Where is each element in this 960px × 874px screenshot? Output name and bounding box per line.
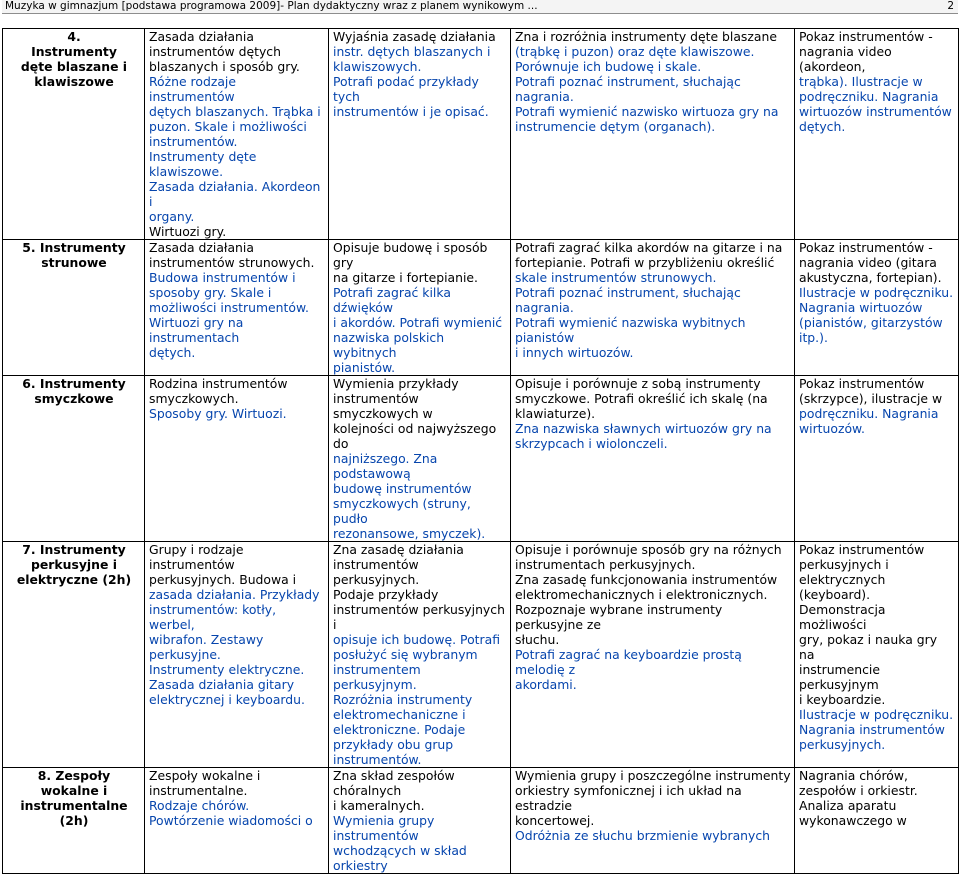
cell-text-line: instrumentów strunowych.: [149, 255, 315, 270]
content-cell: [145, 542, 329, 768]
topic-line: wokalne i: [40, 783, 108, 798]
extended-requirements-cell: [511, 542, 795, 768]
topic-line: klawiszowe: [34, 74, 114, 89]
teaching-aids-cell: [795, 240, 959, 376]
cell-text-line: Podaje przykłady: [333, 587, 439, 602]
teaching-aids-cell: [795, 29, 959, 240]
content-cell: [145, 240, 329, 376]
cell-text-line: Rozróżnia instrumenty: [333, 692, 473, 707]
document-title: Muzyka w gimnazjum [podstawa programowa 2009]- Plan dydaktyczny wraz z planem wynikowym ...: [5, 0, 538, 12]
cell-text-line: elektrycznych (keyboard).: [799, 572, 886, 602]
cell-text-line: najniższego. Zna podstawową: [333, 451, 438, 481]
cell-text-line: możliwości instrumentów.: [149, 300, 309, 315]
cell-text-line: instrumentów dętych: [149, 44, 281, 59]
topic-line: smyczkowe: [34, 391, 114, 406]
cell-text-line: instrumentów perkusyjnych i: [333, 602, 505, 632]
cell-text-line: Ilustracje w podręczniku.: [799, 285, 954, 300]
cell-text-line: instrumencie dętym (organach).: [515, 119, 716, 134]
cell-text-line: nagrania video (gitara: [799, 255, 937, 270]
cell-text-line: Porównuje ich budowę i skale.: [515, 59, 702, 74]
cell-text-line: Zna zasadę działania: [333, 542, 464, 557]
cell-text-line: i akordów. Potrafi wymienić: [333, 315, 503, 330]
basic-requirements-cell: [329, 542, 511, 768]
table-row: [3, 542, 959, 768]
cell-text-line: opisuje ich budowę. Potrafi: [333, 632, 501, 647]
teaching-aids-cell: [795, 768, 959, 874]
cell-text-line: pianistów.: [333, 360, 396, 375]
cell-text-line: Instrumenty elektryczne.: [149, 662, 305, 677]
topic-line: 4.: [67, 29, 81, 44]
topic-line: elektryczne (2h): [16, 572, 132, 587]
cell-text-line: elektromechanicznych i elektronicznych.: [515, 587, 768, 602]
cell-text-line: instrumentów perkusyjnych.: [333, 557, 420, 587]
cell-text-line: Opisuje budowę i sposób gry: [333, 240, 488, 270]
cell-text-line: trąbka). Ilustracje w: [799, 74, 923, 89]
cell-text-line: instrumentalne.: [149, 783, 248, 798]
cell-text-line: wibrafon. Zestawy: [149, 632, 264, 647]
cell-text-line: Różne rodzaje instrumentów: [149, 74, 236, 104]
basic-requirements-cell: [329, 29, 511, 240]
cell-text-line: wykonawczego w: [799, 813, 907, 828]
cell-text-line: Zna nazwiska sławnych wirtuozów gry na: [515, 421, 772, 436]
cell-text-line: Analiza aparatu: [799, 798, 897, 813]
cell-text-line: instrumentach perkusyjnych.: [515, 557, 696, 572]
cell-text-line: Wymienia przykłady: [333, 376, 459, 391]
teaching-aids-cell: [795, 542, 959, 768]
cell-text-line: Nagrania chórów,: [799, 768, 908, 783]
cell-text-line: Wirtuozi gry.: [149, 224, 227, 239]
cell-text-line: Potrafi podać przykłady tych: [333, 74, 479, 104]
content-cell: [145, 768, 329, 874]
cell-text-line: zespołów i orkiestr.: [799, 783, 918, 798]
cell-text-line: koncertowej.: [515, 813, 595, 828]
cell-text-line: gry, pokaz i nauka gry na: [799, 632, 938, 662]
cell-text-line: instrumentów.: [333, 752, 422, 767]
cell-text-line: orkiestry symfonicznej i ich układ na estradzie: [515, 783, 742, 813]
cell-text-line: perkusyjne.: [149, 647, 221, 662]
cell-text-line: perkusyjnych.: [799, 737, 886, 752]
cell-text-line: klawiaturze).: [515, 406, 596, 421]
cell-text-line: Zasada działania: [149, 29, 254, 44]
cell-text-line: Instrumenty dęte klawiszowe.: [149, 149, 257, 179]
cell-text-line: Rozpoznaje wybrane instrumenty perkusyjne ze: [515, 602, 723, 632]
cell-text-line: Nagrania instrumentów: [799, 722, 945, 737]
cell-text-line: Zna i rozróżnia instrumenty dęte blaszane: [515, 29, 777, 44]
cell-text-line: wirtuozów.: [799, 421, 865, 436]
cell-text-line: dętych.: [149, 345, 196, 360]
cell-text-line: Rodzaje chórów.: [149, 798, 250, 813]
cell-text-line: Pokaz instrumentów -: [799, 240, 933, 255]
cell-text-line: nazwiska polskich wybitnych: [333, 330, 445, 360]
content-cell: [145, 29, 329, 240]
cell-text-line: Sposoby gry. Wirtuozi.: [149, 406, 287, 421]
cell-text-line: Rodzina instrumentów: [149, 376, 288, 391]
cell-text-line: Potrafi zagrać kilka akordów na gitarze i na: [515, 240, 783, 255]
cell-text-line: Odróżnia ze słuchu brzmienie wybranych: [515, 828, 771, 843]
cell-text-line: wirtuozów instrumentów: [799, 104, 952, 119]
topic-cell: [3, 29, 145, 240]
cell-text-line: kolejności od najwyższego do: [333, 421, 497, 451]
cell-text-line: Powtórzenie wiadomości o: [149, 813, 313, 828]
extended-requirements-cell: [511, 240, 795, 376]
topic-line: 7. Instrumenty: [22, 542, 126, 557]
cell-text-line: sposoby gry. Skale i: [149, 285, 272, 300]
cell-text-line: organy.: [149, 209, 195, 224]
cell-text-line: instrumentów smyczkowych w: [333, 391, 433, 421]
cell-text-line: Ilustracje w podręczniku.: [799, 707, 954, 722]
cell-text-line: i kameralnych.: [333, 798, 425, 813]
table-row: [3, 29, 959, 240]
cell-text-line: Zasada działania. Akordeon i: [149, 179, 321, 209]
cell-text-line: Pokaz instrumentów: [799, 376, 925, 391]
cell-text-line: skrzypcach i wiolonczeli.: [515, 436, 668, 451]
cell-text-line: dętych.: [799, 119, 846, 134]
cell-text-line: Zna skład zespołów chóralnych: [333, 768, 455, 798]
cell-text-line: (skrzypce), ilustracje w: [799, 391, 943, 406]
cell-text-line: Wirtuozi gry na instrumentach: [149, 315, 244, 345]
cell-text-line: nagrania video (akordeon,: [799, 44, 892, 74]
cell-text-line: zasada działania. Przykłady: [149, 587, 320, 602]
cell-text-line: dętych blaszanych. Trąbka i: [149, 104, 321, 119]
topic-line: dęte blaszane i: [20, 59, 128, 74]
page-number: 2: [947, 0, 954, 12]
cell-text-line: Zespoły wokalne i: [149, 768, 261, 783]
topic-line: 6. Instrumenty: [22, 376, 126, 391]
cell-text-line: przykłady obu grup: [333, 737, 454, 752]
topic-line: 8. Zespoły: [37, 768, 111, 783]
cell-text-line: smyczkowe. Potrafi określić ich skalę (na: [515, 391, 768, 406]
cell-text-line: Opisuje i porównuje z sobą instrumenty: [515, 376, 761, 391]
cell-text-line: Potrafi wymienić nazwiska wybitnych pianistów: [515, 315, 746, 345]
cell-text-line: Potrafi poznać instrument, słuchając nagrania.: [515, 285, 741, 315]
topic-cell: [3, 542, 145, 768]
cell-text-line: Wyjaśnia zasadę działania: [333, 29, 496, 44]
cell-text-line: Pokaz instrumentów -: [799, 29, 933, 44]
cell-text-line: budowę instrumentów: [333, 481, 472, 496]
topic-line: (2h): [59, 813, 89, 828]
table-row: [3, 240, 959, 376]
cell-text-line: instrumencie perkusyjnym: [799, 662, 880, 692]
cell-text-line: podręczniku. Nagrania: [799, 89, 939, 104]
basic-requirements-cell: [329, 768, 511, 874]
topic-line: perkusyjne i: [31, 557, 117, 572]
cell-text-line: fortepianie. Potrafi w przybliżeniu określić: [515, 255, 775, 270]
cell-text-line: słuchu.: [515, 632, 560, 647]
cell-text-line: Potrafi wymienić nazwisko wirtuoza gry na: [515, 104, 779, 119]
cell-text-line: Zasada działania gitary: [149, 677, 295, 692]
cell-text-line: smyczkowych (struny, pudło: [333, 496, 471, 526]
topic-cell: [3, 768, 145, 874]
cell-text-line: akustyczna, fortepian).: [799, 270, 942, 285]
cell-text-line: Grupy i rodzaje instrumentów: [149, 542, 244, 572]
cell-text-line: itp.).: [799, 330, 828, 345]
content-cell: [145, 376, 329, 542]
cell-text-line: Wymienia grupy i poszczególne instrumenty: [515, 768, 791, 783]
cell-text-line: elektroniczne. Podaje: [333, 722, 466, 737]
teaching-aids-cell: [795, 376, 959, 542]
topic-line: Instrumenty: [31, 44, 117, 59]
cell-text-line: Potrafi zagrać na keyboardzie prostą melodię z: [515, 647, 742, 677]
cell-text-line: rezonansowe, smyczek).: [333, 526, 486, 541]
cell-text-line: (trąbkę i puzon) oraz dęte klawiszowe.: [515, 44, 755, 59]
cell-text-line: instrumentów i je opisać.: [333, 104, 489, 119]
cell-text-line: perkusyjnych i: [799, 557, 889, 572]
topic-line: strunowe: [41, 255, 107, 270]
lesson-plan-table: [2, 28, 959, 874]
topic-line: 5. Instrumenty: [22, 240, 126, 255]
cell-text-line: posłużyć się wybranym: [333, 647, 478, 662]
cell-text-line: Zasada działania: [149, 240, 254, 255]
page-header: [2, 0, 958, 14]
cell-text-line: Potrafi zagrać kilka dźwięków: [333, 285, 451, 315]
cell-text-line: smyczkowych.: [149, 391, 239, 406]
extended-requirements-cell: [511, 376, 795, 542]
cell-text-line: perkusyjnych. Budowa i: [149, 572, 297, 587]
basic-requirements-cell: [329, 376, 511, 542]
cell-text-line: klawiszowych.: [333, 59, 422, 74]
cell-text-line: (pianistów, gitarzystów: [799, 315, 943, 330]
cell-text-line: puzon. Skale i możliwości: [149, 119, 307, 134]
cell-text-line: skale instrumentów strunowych.: [515, 270, 717, 285]
cell-text-line: elektrycznej i keyboardu.: [149, 692, 305, 707]
cell-text-line: Demonstracja możliwości: [799, 602, 886, 632]
cell-text-line: elektromechaniczne i: [333, 707, 466, 722]
cell-text-line: Zna zasadę funkcjonowania instrumentów: [515, 572, 778, 587]
topic-cell: [3, 240, 145, 376]
cell-text-line: Budowa instrumentów i: [149, 270, 296, 285]
cell-text-line: podręczniku. Nagrania: [799, 406, 939, 421]
cell-text-line: Potrafi poznać instrument, słuchając nagrania.: [515, 74, 741, 104]
basic-requirements-cell: [329, 240, 511, 376]
cell-text-line: Opisuje i porównuje sposób gry na różnych: [515, 542, 782, 557]
cell-text-line: instrumentem perkusyjnym.: [333, 662, 421, 692]
table-row: [3, 376, 959, 542]
cell-text-line: akordami.: [515, 677, 577, 692]
extended-requirements-cell: [511, 768, 795, 874]
extended-requirements-cell: [511, 29, 795, 240]
cell-text-line: Nagrania wirtuozów: [799, 300, 923, 315]
cell-text-line: Pokaz instrumentów: [799, 542, 925, 557]
topic-cell: [3, 376, 145, 542]
cell-text-line: blaszanych i sposób gry.: [149, 59, 300, 74]
cell-text-line: wchodzących w skład orkiestry: [333, 843, 467, 873]
cell-text-line: instrumentów: kotły, werbel,: [149, 602, 277, 632]
cell-text-line: na gitarze i fortepianie.: [333, 270, 478, 285]
cell-text-line: instr. dętych blaszanych i: [333, 44, 491, 59]
cell-text-line: instrumentów.: [149, 134, 238, 149]
table-row: [3, 768, 959, 874]
cell-text-line: Wymienia grupy instrumentów: [333, 813, 435, 843]
topic-line: instrumentalne: [20, 798, 128, 813]
cell-text-line: i keyboardzie.: [799, 692, 886, 707]
cell-text-line: i innych wirtuozów.: [515, 345, 634, 360]
